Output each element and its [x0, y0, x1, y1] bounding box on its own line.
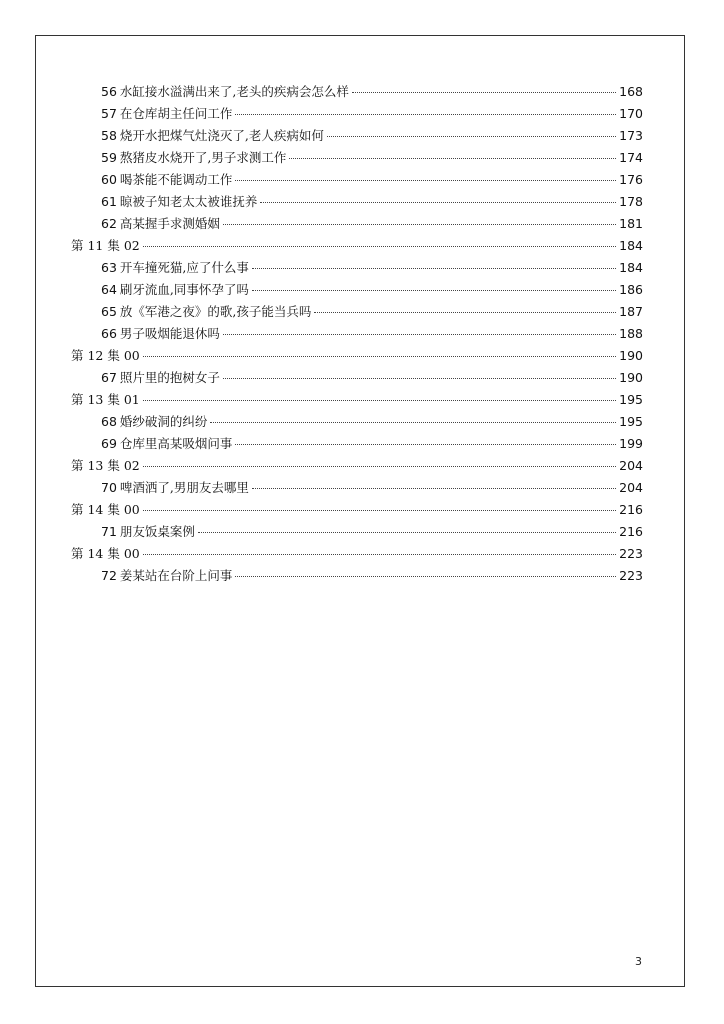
toc-entry-title: 第 13 集 01 — [71, 392, 140, 407]
dot-leader — [143, 554, 616, 555]
toc-entry[interactable] — [71, 147, 643, 169]
toc-entry-title: 婚纱破洞的纠纷 — [119, 414, 208, 429]
toc-entry-title: 高某握手求测婚姻 — [119, 216, 220, 231]
toc-entry-page: 173 — [619, 128, 643, 143]
toc-entry[interactable] — [71, 81, 643, 103]
dot-leader — [235, 444, 616, 445]
toc-entry-title: 水缸接水溢满出来了,老头的疾病会怎么样 — [119, 84, 349, 99]
toc-entry-page: 190 — [619, 348, 643, 363]
toc-entry-page: 199 — [619, 436, 643, 451]
toc-entry-page: 168 — [619, 84, 643, 99]
toc-entry-page: 204 — [619, 458, 643, 473]
toc-entry-page: 190 — [619, 370, 643, 385]
toc-entry-number: 64 — [101, 282, 117, 297]
dot-leader — [223, 334, 616, 335]
toc-entry-title: 开车撞死猫,应了什么事 — [119, 260, 249, 275]
toc-entry-title: 第 14 集 00 — [71, 546, 140, 561]
toc-entry[interactable] — [71, 301, 643, 323]
toc-entry-page: 186 — [619, 282, 643, 297]
toc-entry-title: 刷牙流血,同事怀孕了吗 — [119, 282, 249, 297]
dot-leader — [223, 224, 616, 225]
toc-entry-page: 181 — [619, 216, 643, 231]
toc-entry-page: 178 — [619, 194, 643, 209]
toc-entry-number: 72 — [101, 568, 117, 583]
toc-section-entry[interactable] — [71, 389, 643, 411]
dot-leader — [235, 114, 616, 115]
toc-entry[interactable] — [71, 521, 643, 543]
toc-entry-title: 男子吸烟能退休吗 — [119, 326, 220, 341]
dot-leader — [143, 466, 616, 467]
toc-entry-number: 63 — [101, 260, 117, 275]
dot-leader — [252, 290, 616, 291]
toc-entry-title: 照片里的抱树女子 — [119, 370, 220, 385]
dot-leader — [143, 246, 616, 247]
toc-entry-number: 67 — [101, 370, 117, 385]
dot-leader — [289, 158, 616, 159]
dot-leader — [223, 378, 616, 379]
toc-entry-page: 195 — [619, 414, 643, 429]
toc-entry[interactable] — [71, 125, 643, 147]
toc-entry-number: 71 — [101, 524, 117, 539]
toc-section-entry[interactable] — [71, 499, 643, 521]
page-number: 3 — [635, 955, 642, 968]
toc-entry-number: 70 — [101, 480, 117, 495]
toc-entry-title: 姜某站在台阶上问事 — [119, 568, 233, 583]
dot-leader — [352, 92, 616, 93]
toc-entry-title: 啤酒洒了,男朋友去哪里 — [119, 480, 249, 495]
toc-entry[interactable] — [71, 213, 643, 235]
toc-entry-number: 69 — [101, 436, 117, 451]
dot-leader — [235, 180, 616, 181]
toc-entry[interactable] — [71, 169, 643, 191]
toc-entry-number: 60 — [101, 172, 117, 187]
toc-entry-number: 68 — [101, 414, 117, 429]
toc-entry-page: 204 — [619, 480, 643, 495]
toc-entry[interactable] — [71, 411, 643, 433]
toc-section-entry[interactable] — [71, 345, 643, 367]
toc-entry[interactable] — [71, 367, 643, 389]
toc-entry[interactable] — [71, 103, 643, 125]
dot-leader — [198, 532, 616, 533]
toc-section-entry[interactable] — [71, 235, 643, 257]
toc-entry-title: 晾被子知老太太被谁抚养 — [119, 194, 258, 209]
toc-entry[interactable] — [71, 191, 643, 213]
toc-entry-page: 195 — [619, 392, 643, 407]
toc-entry-number: 66 — [101, 326, 117, 341]
toc-entry-title: 第 14 集 00 — [71, 502, 140, 517]
toc-entry-number: 62 — [101, 216, 117, 231]
toc-entry-page: 187 — [619, 304, 643, 319]
toc-entry[interactable] — [71, 257, 643, 279]
toc-entry-title: 第 11 集 02 — [71, 238, 140, 253]
toc-entry-number: 59 — [101, 150, 117, 165]
toc-entry-title: 放《军港之夜》的歌,孩子能当兵吗 — [119, 304, 312, 319]
dot-leader — [327, 136, 616, 137]
table-of-contents — [71, 81, 643, 587]
toc-entry-number: 58 — [101, 128, 117, 143]
dot-leader — [252, 268, 616, 269]
dot-leader — [143, 356, 616, 357]
dot-leader — [210, 422, 616, 423]
toc-entry-number: 57 — [101, 106, 117, 121]
toc-section-entry[interactable] — [71, 455, 643, 477]
toc-section-entry[interactable] — [71, 543, 643, 565]
toc-entry-page: 184 — [619, 260, 643, 275]
toc-entry-page: 216 — [619, 502, 643, 517]
toc-entry-title: 烧开水把煤气灶浇灭了,老人疾病如何 — [119, 128, 324, 143]
dot-leader — [252, 488, 616, 489]
toc-entry[interactable] — [71, 433, 643, 455]
toc-entry[interactable] — [71, 477, 643, 499]
dot-leader — [314, 312, 616, 313]
toc-entry-number: 61 — [101, 194, 117, 209]
toc-entry-title: 在仓库胡主任问工作 — [119, 106, 233, 121]
toc-entry-page: 223 — [619, 568, 643, 583]
toc-entry-title: 喝茶能不能调动工作 — [119, 172, 233, 187]
toc-entry-page: 184 — [619, 238, 643, 253]
toc-entry-page: 176 — [619, 172, 643, 187]
toc-entry-page: 188 — [619, 326, 643, 341]
toc-entry-page: 170 — [619, 106, 643, 121]
toc-entry[interactable] — [71, 279, 643, 301]
dot-leader — [143, 510, 616, 511]
toc-entry-title: 熬猪皮水烧开了,男子求测工作 — [119, 150, 287, 165]
toc-entry-page: 174 — [619, 150, 643, 165]
dot-leader — [235, 576, 616, 577]
toc-entry-number: 65 — [101, 304, 117, 319]
toc-entry-page: 216 — [619, 524, 643, 539]
toc-entry-number: 56 — [101, 84, 117, 99]
toc-entry-title: 第 12 集 00 — [71, 348, 140, 363]
toc-entry-page: 223 — [619, 546, 643, 561]
toc-entry[interactable] — [71, 323, 643, 345]
dot-leader — [143, 400, 616, 401]
toc-entry[interactable] — [71, 565, 643, 587]
toc-entry-title: 仓库里高某吸烟问事 — [119, 436, 233, 451]
dot-leader — [260, 202, 616, 203]
toc-entry-title: 朋友饭桌案例 — [119, 524, 195, 539]
toc-entry-title: 第 13 集 02 — [71, 458, 140, 473]
